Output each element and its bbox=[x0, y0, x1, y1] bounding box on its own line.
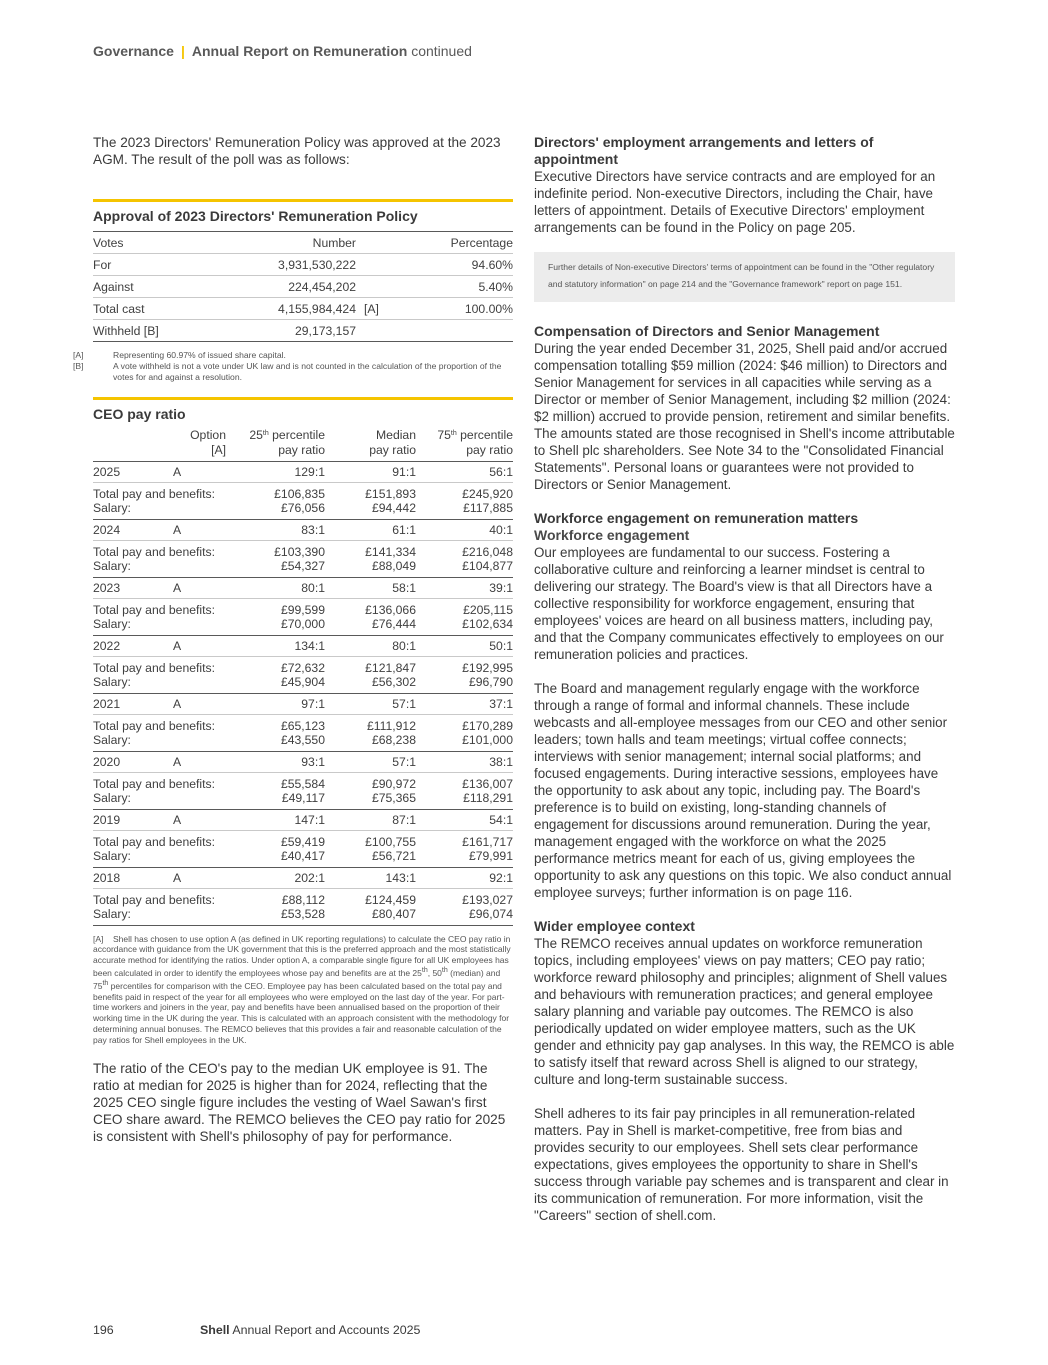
header-section: Governance bbox=[93, 43, 174, 59]
ratio-p25-cell: 202:1 bbox=[226, 867, 325, 888]
approval-table-title: Approval of 2023 Directors' Remuneration Policy bbox=[93, 199, 513, 232]
footer-publication bbox=[200, 1323, 420, 1337]
footer-title: Annual Report and Accounts 2025 bbox=[232, 1323, 421, 1337]
col-header-votes: Votes bbox=[93, 232, 253, 254]
row-label: Withheld [B] bbox=[93, 320, 253, 342]
year-cell: 2024 bbox=[93, 519, 173, 540]
approval-header-row bbox=[93, 232, 513, 254]
ratio-median-cell: 80:1 bbox=[325, 635, 416, 656]
ceo-year-row bbox=[93, 519, 513, 540]
ceo-year-row bbox=[93, 577, 513, 598]
header-title: Annual Report on Remuneration bbox=[191, 43, 408, 59]
pay-p25-cell: £65,123 £43,550 bbox=[226, 714, 325, 751]
pay-labels-cell: Total pay and benefits: Salary: bbox=[93, 482, 226, 519]
pay-p75-cell: £161,717 £79,991 bbox=[416, 830, 513, 867]
pay-p25-cell: £72,632 £45,904 bbox=[226, 656, 325, 693]
workforce-paragraph-2: The Board and management regularly engage with the workforce through a range of formal and informal channels. These include webcasts and all-employee messages from our CEO and other senior leaders; town halls and team meetings; virtual coffee connects; interviews with senior management; internal social platforms; and focused engagements. During interactive sessions, employees have the opportunity to ask about any topic, including pay. The Board's preference is to build on existing, long-standing channels of engagement for discussions around remuneration. During the year, management engaged with the workforce on what the 2025 performance metrics meant for each of us, giving employees the opportunity to ask any questions on this topic. We also conduct annual employee surveys; further information is on page 116. bbox=[534, 681, 952, 900]
ratio-median-cell: 87:1 bbox=[325, 809, 416, 830]
ratio-p75-cell: 92:1 bbox=[416, 867, 513, 888]
pay-p25-cell: £59,419 £40,417 bbox=[226, 830, 325, 867]
ratio-median-cell: 143:1 bbox=[325, 867, 416, 888]
pay-median-cell: £124,459 £80,407 bbox=[325, 888, 416, 925]
ratio-p25-cell: 134:1 bbox=[226, 635, 325, 656]
ratio-median-cell: 58:1 bbox=[325, 577, 416, 598]
ratio-p75-cell: 56:1 bbox=[416, 461, 513, 482]
col-header-p25: 25th percentile pay ratio bbox=[226, 426, 325, 462]
left-column bbox=[73, 134, 513, 1145]
col-header-number: Number bbox=[253, 232, 356, 254]
employment-heading: Directors' employment arrangements and letters of appointment bbox=[534, 134, 874, 167]
compensation-heading: Compensation of Directors and Senior Management bbox=[534, 323, 880, 339]
ratio-p75-cell: 40:1 bbox=[416, 519, 513, 540]
ceo-pay-row bbox=[93, 540, 513, 577]
row-number: 29,173,157 bbox=[253, 320, 356, 342]
col-header-median: Median pay ratio bbox=[325, 426, 416, 462]
ceo-footnote-a: [A] Shell has chosen to use option A (as defined in UK reporting regulations) to calculate the CEO pay ratio in accordance with guidance from the UK government that this is the preferred approach and the most statistically accurate method for identifying the ratios. Under option A, a comparable single figure for all UK employees has been calculated in order to identify the employees whose pay and benefits are at the 25th, 50th (median) and 75th percentiles for comparison with the CEO. Employee pay has been calculated based on the total pay and benefits paid in respect of the year for all employees who were employed on the last day of the year. For part-time workers and joiners in the year, pay and benefits have been annualised based on the proportion of their working time in the UK during the year. This is calculated with an approach consistent with the methodology for determining annual bonuses. The REMCO believes that this provides a fair and reasonable calculation of the pay ratios for Shell employees in the UK. bbox=[93, 933, 511, 1045]
option-cell: A bbox=[173, 635, 226, 656]
ceo-pay-ratio-block bbox=[93, 397, 513, 1046]
approval-table bbox=[93, 232, 513, 342]
ratio-p75-cell: 50:1 bbox=[416, 635, 513, 656]
approval-table-block bbox=[73, 199, 513, 384]
ceo-year-row bbox=[93, 461, 513, 482]
wider-context-heading: Wider employee context bbox=[534, 918, 695, 934]
row-percentage bbox=[396, 320, 513, 342]
ratio-median-cell: 57:1 bbox=[325, 693, 416, 714]
pay-median-cell: £111,912 £68,238 bbox=[325, 714, 416, 751]
ceo-header-row bbox=[93, 426, 513, 462]
ceo-pay-row bbox=[93, 656, 513, 693]
wider-context-paragraph-1: The REMCO receives annual updates on workforce remuneration topics, including employees' views on pay matters; CEO pay ratio; workforce reward philosophy and principles; alignment of Shell values and behaviours with remuneration practices; and general employee salary planning and variable pay outcomes. The REMCO is also periodically updated on wider employee matters, such as the UK gender and ethnicity pay gap analyses. In this way, the REMCO is able to satisfy itself that reward across Shell is aligned to our strategy, culture and long-term sustainable success. bbox=[534, 936, 955, 1087]
ratio-p75-cell: 37:1 bbox=[416, 693, 513, 714]
table-row bbox=[93, 320, 513, 342]
row-note bbox=[356, 276, 396, 298]
table-row bbox=[93, 276, 513, 298]
workforce-heading: Workforce engagement on remuneration matters bbox=[534, 510, 859, 526]
ceo-pay-row bbox=[93, 714, 513, 751]
workforce-paragraph-1: Our employees are fundamental to our success. Fostering a collaborative culture and reinforcing a learner mindset is central to delivering our strategy. The Board's view is that all Directors have a collective responsibility for workforce engagement, ensuring that employees' voices are heard on all business matters, including pay, and that the Company communicates effectively to employees on our remuneration policies and practices. bbox=[534, 545, 944, 662]
pay-p25-cell: £103,390 £54,327 bbox=[226, 540, 325, 577]
option-cell: A bbox=[173, 867, 226, 888]
pay-p25-cell: £55,584 £49,117 bbox=[226, 772, 325, 809]
col-header-p75: 75th percentile pay ratio bbox=[416, 426, 513, 462]
year-cell: 2021 bbox=[93, 693, 173, 714]
col-header-percentage: Percentage bbox=[396, 232, 513, 254]
col-header-option: Option [A] bbox=[173, 426, 226, 462]
ratio-p25-cell: 97:1 bbox=[226, 693, 325, 714]
workforce-subheading: Workforce engagement bbox=[534, 527, 690, 543]
row-label: Total cast bbox=[93, 298, 253, 320]
intro-paragraph: The 2023 Directors' Remuneration Policy was approved at the 2023 AGM. The result of the poll was as follows: bbox=[93, 135, 501, 167]
ceo-pay-row bbox=[93, 830, 513, 867]
right-column bbox=[534, 134, 955, 1224]
pay-p75-cell: £205,115 £102,634 bbox=[416, 598, 513, 635]
row-label: Against bbox=[93, 276, 253, 298]
footer-brand: Shell bbox=[200, 1323, 230, 1337]
ceo-pay-ratio-table bbox=[93, 426, 513, 926]
row-percentage: 94.60% bbox=[396, 254, 513, 276]
ceo-year-row bbox=[93, 693, 513, 714]
ratio-median-cell: 61:1 bbox=[325, 519, 416, 540]
option-cell: A bbox=[173, 577, 226, 598]
ratio-p75-cell: 54:1 bbox=[416, 809, 513, 830]
pay-labels-cell: Total pay and benefits: Salary: bbox=[93, 830, 226, 867]
ratio-median-cell: 91:1 bbox=[325, 461, 416, 482]
ratio-p25-cell: 129:1 bbox=[226, 461, 325, 482]
ceo-pay-row bbox=[93, 482, 513, 519]
ceo-year-row bbox=[93, 751, 513, 772]
ceo-closing-paragraph: The ratio of the CEO's pay to the median UK employee is 91. The ratio at median for 2025 is higher than for 2024, reflecting that the 2025 CEO single figure includes the vesting of Wael Sawan's first CEO share award. The REMCO believes the CEO pay ratio for 2025 is consistent with Shell's philosophy of pay for performance. bbox=[93, 1060, 506, 1144]
row-number: 224,454,202 bbox=[253, 276, 356, 298]
pay-p25-cell: £106,835 £76,056 bbox=[226, 482, 325, 519]
pay-p75-cell: £245,920 £117,885 bbox=[416, 482, 513, 519]
ceo-pay-row bbox=[93, 888, 513, 925]
employment-paragraph: Executive Directors have service contracts and are employed for an indefinite period. Non-executive Directors, including the Chair, have letters of appointment. Details of Executive Directors' employment arrangements can be found in the Policy on page 205. bbox=[534, 169, 936, 235]
row-label: For bbox=[93, 254, 253, 276]
table-row bbox=[93, 298, 513, 320]
pay-labels-cell: Total pay and benefits: Salary: bbox=[93, 772, 226, 809]
year-cell: 2022 bbox=[93, 635, 173, 656]
header-suffix: continued bbox=[411, 43, 472, 59]
pay-p75-cell: £193,027 £96,074 bbox=[416, 888, 513, 925]
ratio-p75-cell: 38:1 bbox=[416, 751, 513, 772]
footnote-b: [B] A vote withheld is not a vote under UK law and is not counted in the calculation of the proportion of the votes for and against a resolution. bbox=[73, 361, 502, 383]
pay-labels-cell: Total pay and benefits: Salary: bbox=[93, 714, 226, 751]
pay-labels-cell: Total pay and benefits: Salary: bbox=[93, 888, 226, 925]
row-number: 3,931,530,222 bbox=[253, 254, 356, 276]
ceo-year-row bbox=[93, 867, 513, 888]
pay-median-cell: £141,334 £88,049 bbox=[325, 540, 416, 577]
ceo-table-title: CEO pay ratio bbox=[93, 397, 513, 426]
row-percentage: 5.40% bbox=[396, 276, 513, 298]
year-cell: 2023 bbox=[93, 577, 173, 598]
option-cell: A bbox=[173, 751, 226, 772]
option-cell: A bbox=[173, 461, 226, 482]
ceo-year-row bbox=[93, 635, 513, 656]
pay-labels-cell: Total pay and benefits: Salary: bbox=[93, 598, 226, 635]
table-row bbox=[93, 254, 513, 276]
ratio-p25-cell: 83:1 bbox=[226, 519, 325, 540]
note-box: Further details of Non-executive Directors' terms of appointment can be found in the "Other regulatory and statutory information" on page 214 and the "Governance framework" report on page 151. bbox=[534, 252, 955, 302]
pay-p75-cell: £136,007 £118,291 bbox=[416, 772, 513, 809]
ratio-p25-cell: 93:1 bbox=[226, 751, 325, 772]
wider-context-paragraph-2: Shell adheres to its fair pay principles in all remuneration-related matters. Pay in Shell is market-competitive, free from bias and provides security to our employees. Shell sets clear performance expectations, gives employees the opportunity to share in Shell's success through variable pay schemes and is transparent and clear in its communication of remuneration. For more information, visit the "Careers" section of shell.com. bbox=[534, 1106, 949, 1223]
ceo-year-row bbox=[93, 809, 513, 830]
row-number: 4,155,984,424 bbox=[253, 298, 356, 320]
pay-median-cell: £100,755 £56,721 bbox=[325, 830, 416, 867]
ratio-median-cell: 57:1 bbox=[325, 751, 416, 772]
ceo-rows bbox=[93, 461, 513, 925]
ceo-pay-row bbox=[93, 598, 513, 635]
pay-p75-cell: £170,289 £101,000 bbox=[416, 714, 513, 751]
pay-median-cell: £136,066 £76,444 bbox=[325, 598, 416, 635]
ratio-p25-cell: 147:1 bbox=[226, 809, 325, 830]
pay-p75-cell: £192,995 £96,790 bbox=[416, 656, 513, 693]
option-cell: A bbox=[173, 519, 226, 540]
row-percentage: 100.00% bbox=[396, 298, 513, 320]
page-number: 196 bbox=[93, 1323, 114, 1337]
row-note: [A] bbox=[356, 298, 396, 320]
ceo-pay-row bbox=[93, 772, 513, 809]
running-header bbox=[93, 43, 472, 59]
year-cell: 2019 bbox=[93, 809, 173, 830]
row-note bbox=[356, 320, 396, 342]
compensation-paragraph: During the year ended December 31, 2025, Shell paid and/or accrued compensation totalling $59 million (2024: $46 million) to Directors and Senior Management for services in all capacities while serving as a Director or member of Senior Management, including $2 million (2024: $2 million) accrued to provide pension, retirement and similar benefits. The amounts stated are those recognised in Shell's income attributable to Shell plc shareholders. See Note 34 to the "Consolidated Financial Statements". Personal loans or guarantees were not provided to Directors or Senior Management. bbox=[534, 341, 955, 492]
option-cell: A bbox=[173, 809, 226, 830]
pay-labels-cell: Total pay and benefits: Salary: bbox=[93, 540, 226, 577]
pay-median-cell: £151,893 £94,442 bbox=[325, 482, 416, 519]
pay-p25-cell: £88,112 £53,528 bbox=[226, 888, 325, 925]
pay-labels-cell: Total pay and benefits: Salary: bbox=[93, 656, 226, 693]
pay-p75-cell: £216,048 £104,877 bbox=[416, 540, 513, 577]
year-cell: 2025 bbox=[93, 461, 173, 482]
year-cell: 2018 bbox=[93, 867, 173, 888]
row-note bbox=[356, 254, 396, 276]
pay-median-cell: £90,972 £75,365 bbox=[325, 772, 416, 809]
pay-median-cell: £121,847 £56,302 bbox=[325, 656, 416, 693]
footnote-a: [A] Representing 60.97% of issued share capital. bbox=[73, 350, 286, 360]
header-divider: | bbox=[180, 43, 185, 59]
approval-footnotes bbox=[73, 350, 513, 384]
pay-p25-cell: £99,599 £70,000 bbox=[226, 598, 325, 635]
ratio-p75-cell: 39:1 bbox=[416, 577, 513, 598]
year-cell: 2020 bbox=[93, 751, 173, 772]
ratio-p25-cell: 80:1 bbox=[226, 577, 325, 598]
option-cell: A bbox=[173, 693, 226, 714]
